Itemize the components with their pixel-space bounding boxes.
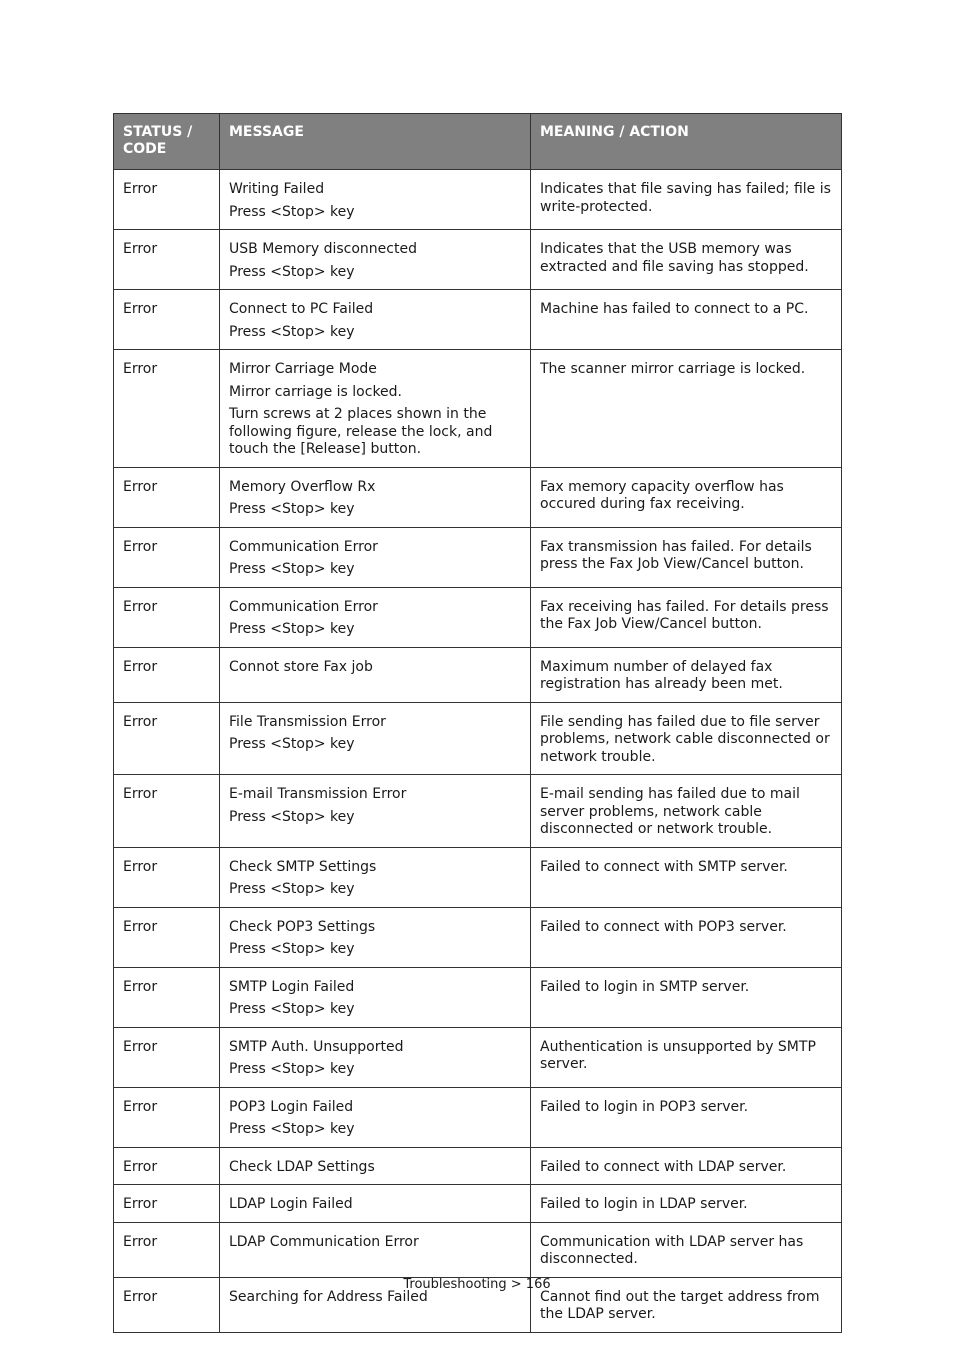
message-line: Press <Stop> key [229, 203, 355, 220]
table-header-row [114, 114, 842, 170]
message-line: Press <Stop> key [229, 561, 355, 577]
message-cell [220, 1185, 531, 1223]
status-cell: Error [114, 775, 220, 848]
message-line: Writing Failed [229, 181, 325, 197]
message-cell [220, 1147, 531, 1185]
meaning-cell: File sending has failed due to file server problems, network cable disconnected or network trouble. [531, 702, 842, 775]
status-cell: Error [114, 230, 220, 290]
meaning-cell: Failed to connect with POP3 server. [531, 907, 842, 967]
message-line: Communication Error [229, 598, 378, 615]
message-line: Press <Stop> key [229, 881, 355, 897]
message-line: SMTP Auth. Unsupported [229, 1038, 404, 1055]
message-cell [220, 1087, 531, 1147]
message-cell [220, 230, 531, 290]
table-row [114, 350, 842, 468]
meaning-cell: Indicates that file saving has failed; file is write-protected. [531, 170, 842, 230]
message-cell [220, 1222, 531, 1277]
status-cell: Error [114, 847, 220, 907]
message-cell [220, 1027, 531, 1087]
message-cell [220, 647, 531, 702]
meaning-cell: Cannot find out the target address from the LDAP server. [531, 1277, 842, 1332]
table-row [114, 847, 842, 907]
table-row [114, 702, 842, 775]
message-cell [220, 702, 531, 775]
message-cell [220, 775, 531, 848]
meaning-cell: Failed to connect with LDAP server. [531, 1147, 842, 1185]
status-cell: Error [114, 527, 220, 587]
message-line: Press <Stop> key [229, 323, 355, 340]
message-line: Check SMTP Settings [229, 858, 377, 875]
message-line: POP3 Login Failed [229, 1098, 354, 1115]
message-line: File Transmission Error [229, 713, 386, 730]
status-cell: Error [114, 1277, 220, 1332]
message-line: E-mail Transmission Error [229, 786, 407, 802]
message-line: Communication Error [229, 538, 378, 555]
page-footer: Troubleshooting > 166 [403, 1277, 551, 1292]
meaning-cell: Failed to login in POP3 server. [531, 1087, 842, 1147]
message-cell [220, 907, 531, 967]
status-cell: Error [114, 1027, 220, 1087]
status-cell: Error [114, 1185, 220, 1223]
message-cell [220, 170, 531, 230]
table-row [114, 907, 842, 967]
message-line: Press <Stop> key [229, 1061, 355, 1077]
status-cell: Error [114, 350, 220, 468]
message-cell [220, 527, 531, 587]
message-line: SMTP Login Failed [229, 978, 355, 995]
message-line: LDAP Communication Error [229, 1233, 419, 1250]
meaning-cell: Fax transmission has failed. For details press the Fax Job View/Cancel button. [531, 527, 842, 587]
error-code-table [113, 113, 842, 1333]
table-row [114, 230, 842, 290]
table-row [114, 775, 842, 848]
meaning-cell: Authentication is unsupported by SMTP server. [531, 1027, 842, 1087]
status-cell: Error [114, 467, 220, 527]
message-line: Check POP3 Settings [229, 918, 376, 935]
message-cell [220, 467, 531, 527]
status-cell: Error [114, 290, 220, 350]
message-cell [220, 587, 531, 647]
status-cell: Error [114, 1147, 220, 1185]
table-row [114, 1222, 842, 1277]
message-line: Mirror carriage is locked. [229, 383, 403, 400]
header-message: MESSAGE [220, 114, 531, 170]
message-cell [220, 847, 531, 907]
table-row [114, 587, 842, 647]
message-line: LDAP Login Failed [229, 1196, 353, 1212]
table-row [114, 170, 842, 230]
table-row [114, 1147, 842, 1185]
message-line: Turn screws at 2 places shown in the following figure, release the lock, and touch the [Release] button. [229, 406, 493, 457]
header-meaning-action: MEANING / ACTION [531, 114, 842, 170]
meaning-cell: Fax memory capacity overflow has occured during fax receiving. [531, 467, 842, 527]
table-row [114, 1027, 842, 1087]
message-line: Mirror Carriage Mode [229, 361, 377, 377]
table-row [114, 290, 842, 350]
table-row [114, 967, 842, 1027]
message-cell [220, 290, 531, 350]
message-line: Press <Stop> key [229, 263, 355, 280]
header-status-code: STATUS / CODE [114, 114, 220, 170]
meaning-cell: Communication with LDAP server has disconnected. [531, 1222, 842, 1277]
meaning-cell: Fax receiving has failed. For details press the Fax Job View/Cancel button. [531, 587, 842, 647]
meaning-cell: Failed to connect with SMTP server. [531, 847, 842, 907]
message-line: USB Memory disconnected [229, 241, 417, 257]
meaning-cell: Failed to login in SMTP server. [531, 967, 842, 1027]
table-row [114, 1087, 842, 1147]
message-line: Connot store Fax job [229, 658, 373, 675]
table-row [114, 647, 842, 702]
status-cell: Error [114, 907, 220, 967]
error-table-container [113, 113, 841, 1333]
status-cell: Error [114, 1087, 220, 1147]
meaning-cell: The scanner mirror carriage is locked. [531, 350, 842, 468]
status-cell: Error [114, 1222, 220, 1277]
table-row [114, 527, 842, 587]
status-cell: Error [114, 170, 220, 230]
message-cell [220, 967, 531, 1027]
message-line: Press <Stop> key [229, 808, 355, 825]
meaning-cell: Failed to login in LDAP server. [531, 1185, 842, 1223]
message-line: Press <Stop> key [229, 941, 355, 957]
message-line: Memory Overflow Rx [229, 478, 376, 495]
table-body [114, 170, 842, 1333]
message-line: Press <Stop> key [229, 621, 355, 637]
message-line: Press <Stop> key [229, 1121, 355, 1137]
meaning-cell: Indicates that the USB memory was extracted and file saving has stopped. [531, 230, 842, 290]
table-row [114, 1185, 842, 1223]
message-cell [220, 350, 531, 468]
status-cell: Error [114, 587, 220, 647]
status-cell: Error [114, 967, 220, 1027]
message-line: Press <Stop> key [229, 736, 355, 752]
status-cell: Error [114, 647, 220, 702]
message-line: Searching for Address Failed [229, 1288, 428, 1305]
status-cell: Error [114, 702, 220, 775]
message-line: Check LDAP Settings [229, 1158, 375, 1175]
meaning-cell: E-mail sending has failed due to mail server problems, network cable disconnected or network trouble. [531, 775, 842, 848]
meaning-cell: Machine has failed to connect to a PC. [531, 290, 842, 350]
meaning-cell: Maximum number of delayed fax registration has already been met. [531, 647, 842, 702]
message-line: Press <Stop> key [229, 1001, 355, 1017]
message-line: Press <Stop> key [229, 501, 355, 517]
message-line: Connect to PC Failed [229, 301, 374, 317]
table-row [114, 467, 842, 527]
